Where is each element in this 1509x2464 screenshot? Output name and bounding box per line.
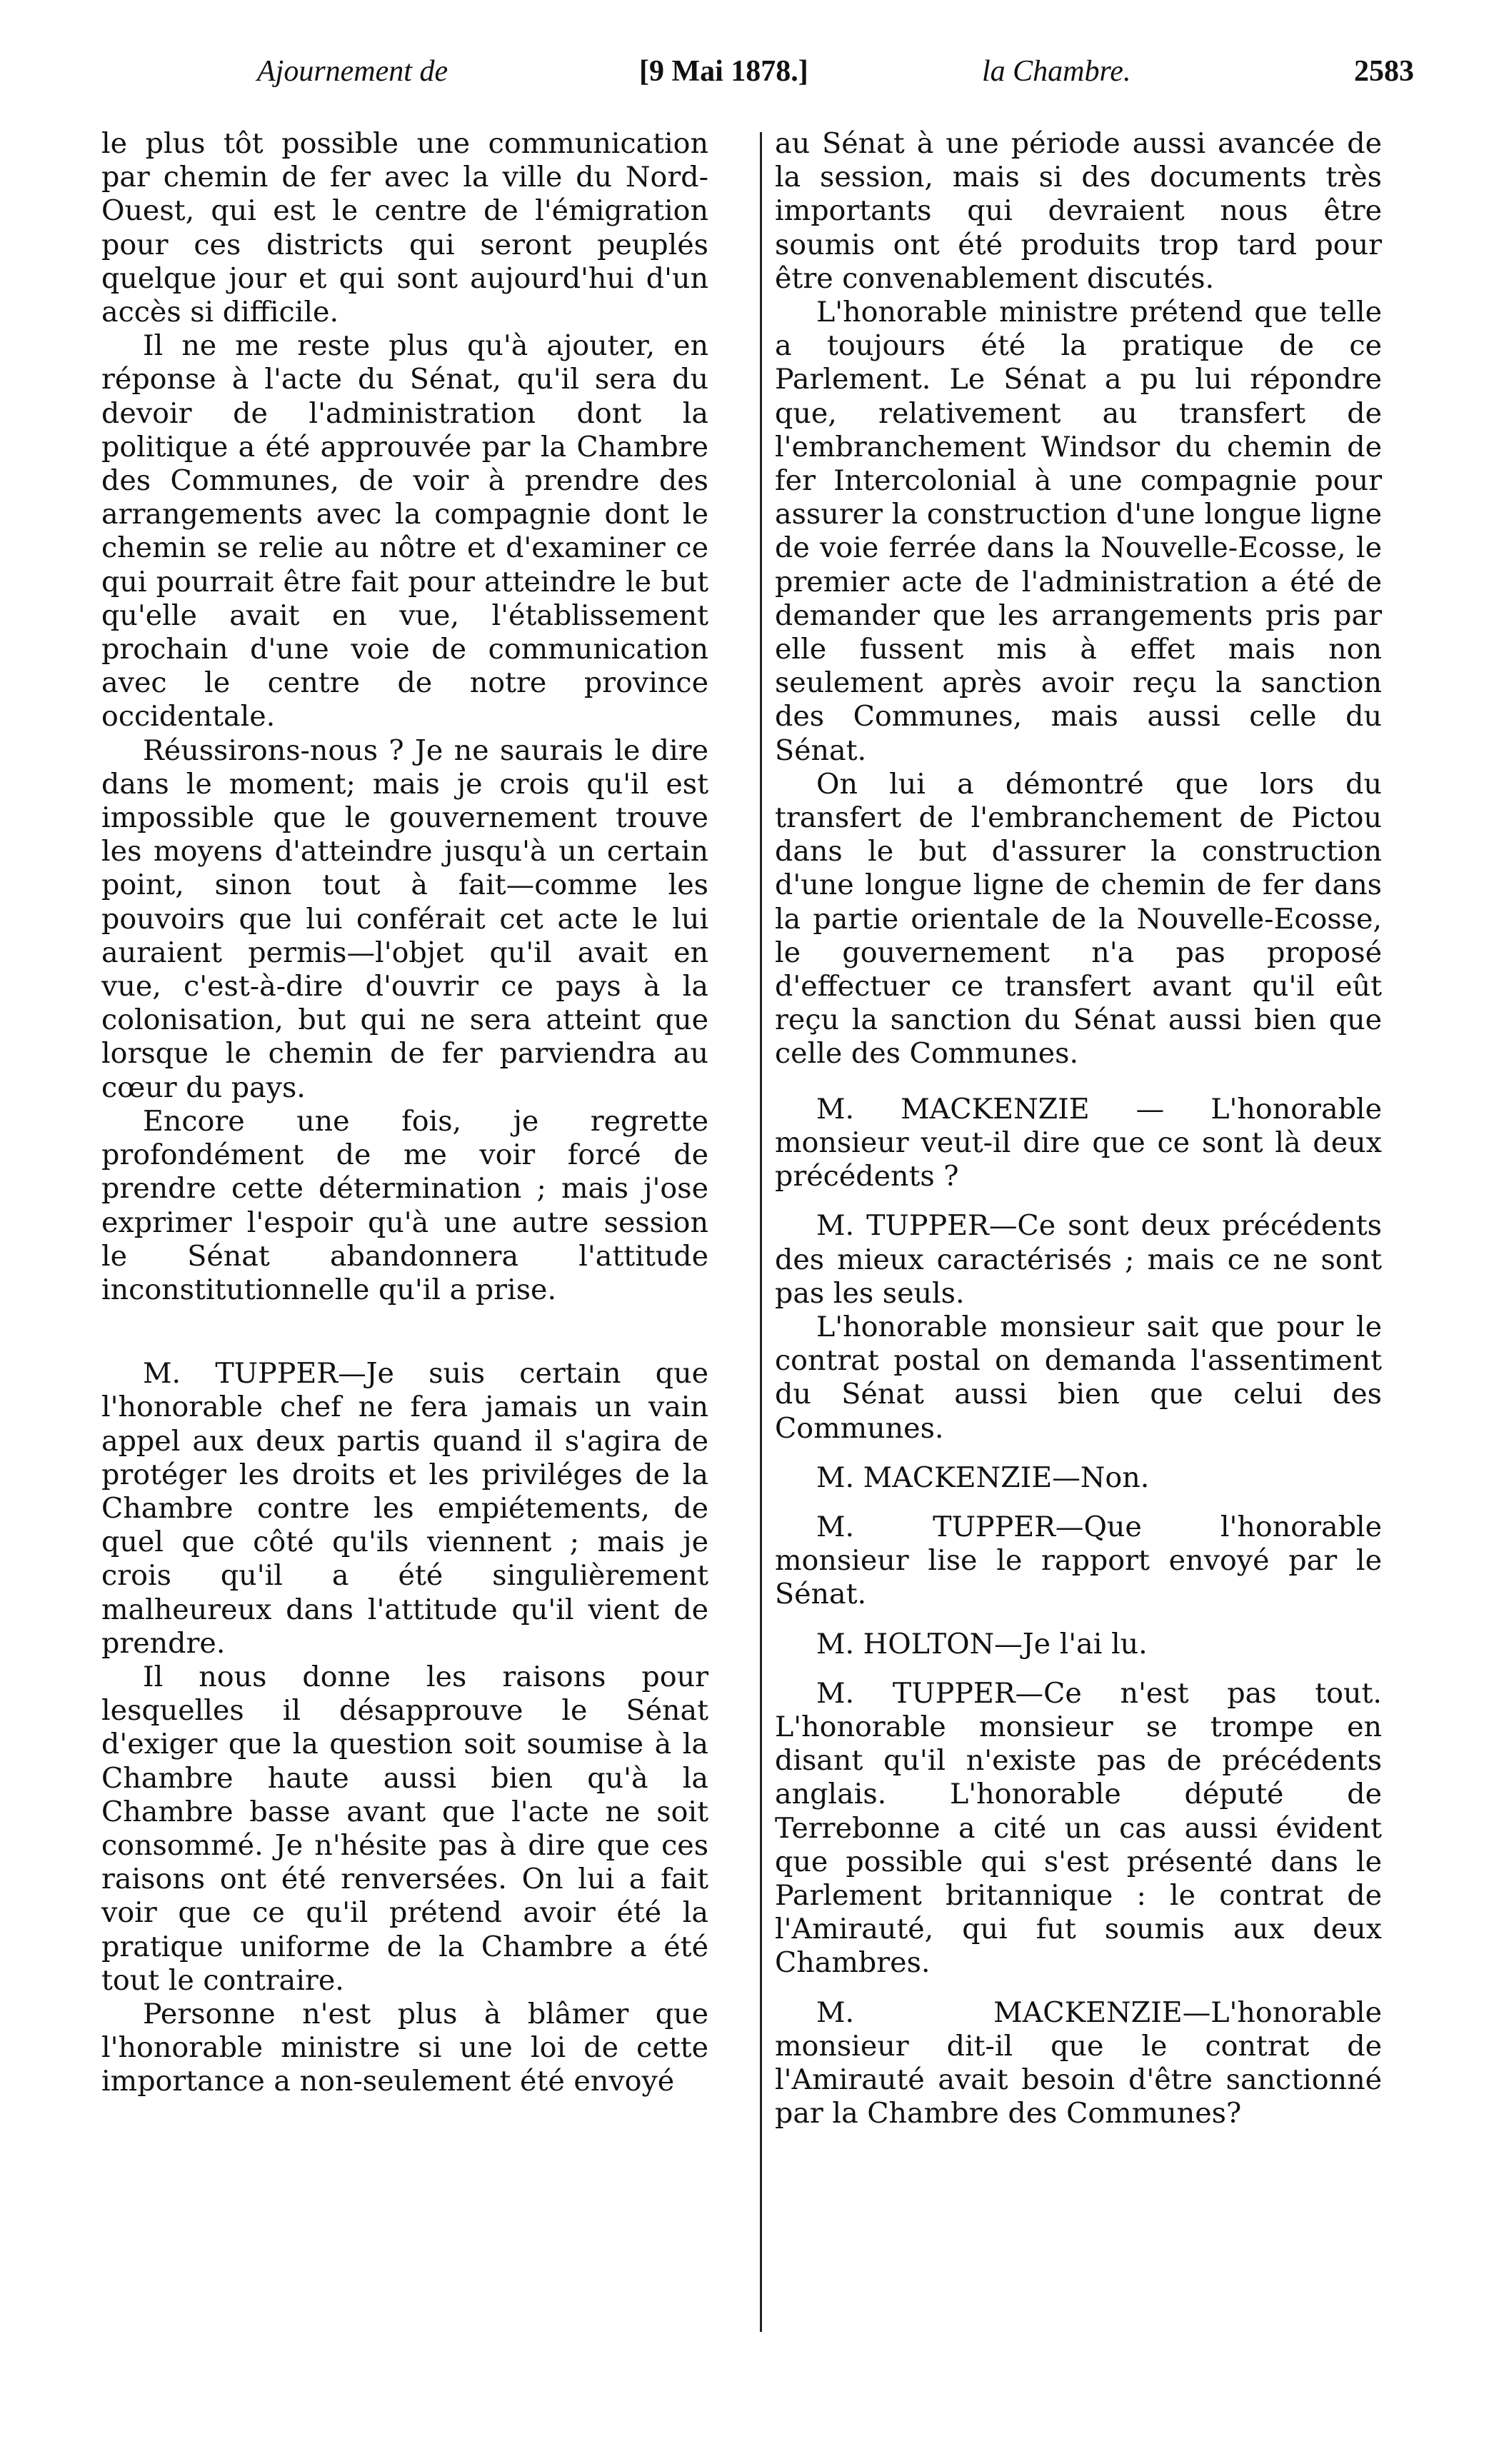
speaker-paragraph: M. MACKENZIE—L'honorable monsieur dit-il que le contrat de l'Amirauté avait besoin d'être sanctionné par la Chambre des Communes? <box>775 1995 1382 2130</box>
paragraph: L'honorable monsieur sait que pour le contrat postal on demanda l'assentiment du Sénat aussi bien que celui des Communes. <box>775 1310 1382 1445</box>
header-date: [9 Mai 1878.] <box>639 55 808 88</box>
paragraph: le plus tôt possible une communication par chemin de fer avec la ville du Nord-Ouest, qui est le centre de l'émigration pour ces districts qui seront peuplés quelque jour et qui sont aujourd'hui d'un accès si difficile. <box>101 127 708 329</box>
paragraph: On lui a démontré que lors du transfert de l'embranchement de Pictou dans le but d'assurer la construction d'une longue ligne de chemin de fer dans la partie orientale de la Nouvelle-Ecosse, le gouvernement n'a pas proposé d'effectuer ce transfert avant qu'il eût reçu la sanction du Sénat aussi bien que celle des Communes. <box>775 767 1382 1071</box>
header-chamber-title: la Chambre. <box>982 55 1131 88</box>
speaker-paragraph: M. MACKENZIE — L'honorable monsieur veut-il dire que ce sont là deux précédents ? <box>775 1092 1382 1193</box>
paragraph: Il nous donne les raisons pour lesquelles il désapprouve le Sénat d'exiger que la question soit soumise à la Chambre haute aussi bien qu'à la Chambre basse avant que l'acte ne soit consommé. Je n'hésite pas à dire que ces raisons ont été renversées. On lui a fait voir que ce qu'il prétend avoir été la pratique uniforme de la Chambre a été tout le contraire. <box>101 1660 708 1997</box>
speaker-paragraph: M. MACKENZIE—Non. <box>816 1461 1150 1494</box>
speaker-paragraph: M. HOLTON—Je l'ai lu. <box>816 1627 1148 1661</box>
paragraph: au Sénat à une période aussi avancée de la session, mais si des documents très importants qui devraient nous être soumis ont été produits trop tard pour être convenablement discutés. <box>775 127 1382 295</box>
paragraph: Il ne me reste plus qu'à ajouter, en réponse à l'acte du Sénat, qu'il sera du devoir de l'administration dont la politique a été approuvée par la Chambre des Communes, de voir à prendre des arrangements avec la compagnie dont le chemin se relie au nôtre et d'examiner ce qui pourrait être fait pour atteindre le but qu'elle avait en vue, l'établissement prochain d'une voie de communication avec le centre de notre province occidentale. <box>101 329 708 733</box>
paragraph: Réussirons-nous ? Je ne saurais le dire dans le moment; mais je crois qu'il est impossible que le gouvernement trouve les moyens d'atteindre jusqu'à un certain point, sinon tout à fait—comme les pouvoirs que lui conférait cet acte le lui auraient permis—l'objet qu'il avait en vue, c'est-à-dire d'ouvrir ce pays à la colonisation, but qui ne sera atteint que lorsque le chemin de fer parviendra au cœur du pays. <box>101 733 708 1104</box>
speaker-paragraph: M. TUPPER—Que l'honorable monsieur lise le rapport envoyé par le Sénat. <box>775 1510 1382 1611</box>
left-column <box>101 127 708 2099</box>
paragraph: L'honorable ministre prétend que telle a toujours été la pratique de ce Parlement. Le Sénat a pu lui répondre que, relativement au transfert de l'embranchement Windsor du chemin de fer Intercolonial à une compagnie pour assurer la construction d'une longue ligne de voie ferrée dans la Nouvelle-Ecosse, le premier acte de l'administration a été de demander que les arrangements pris par elle fussent mis à effet mais non seulement après avoir reçu la sanction des Communes, mais aussi celle du Sénat. <box>775 296 1382 767</box>
speaker-paragraph: M. TUPPER—Ce sont deux précédents des mieux caractérisés ; mais ce ne sont pas les seuls. <box>775 1209 1382 1310</box>
running-header <box>257 54 1414 97</box>
speaker-paragraph: M. TUPPER—Je suis certain que l'honorable chef ne fera jamais un vain appel aux deux partis quand il s'agira de protéger les droits et les priviléges de la Chambre contre les empiétements, de quel que côté qu'ils viennent ; mais je crois qu'il a été singulièrement malheureux dans l'attitude qu'il vient de prendre. <box>101 1357 708 1660</box>
page-number: 2583 <box>1354 55 1414 88</box>
right-column <box>775 127 1382 2130</box>
speaker-paragraph: M. TUPPER—Ce n'est pas tout. L'honorable monsieur se trompe en disant qu'il n'existe pas de précédents anglais. L'honorable député de Terrebonne a cité un cas aussi évident que possible qui s'est présenté dans le Parlement britannique : le contrat de l'Amirauté, qui fut soumis aux deux Chambres. <box>775 1676 1382 1980</box>
header-section-title: Ajournement de <box>257 55 448 88</box>
column-divider <box>760 132 762 2332</box>
paragraph: Personne n'est plus à blâmer que l'honorable ministre si une loi de cette importance a non-seulement été envoyé <box>101 1997 708 2098</box>
paragraph: Encore une fois, je regrette profondément de me voir forcé de prendre cette détermination ; mais j'ose exprimer l'espoir qu'à une autre session le Sénat abandonnera l'attitude inconstitutionnelle qu'il a prise. <box>101 1104 708 1306</box>
